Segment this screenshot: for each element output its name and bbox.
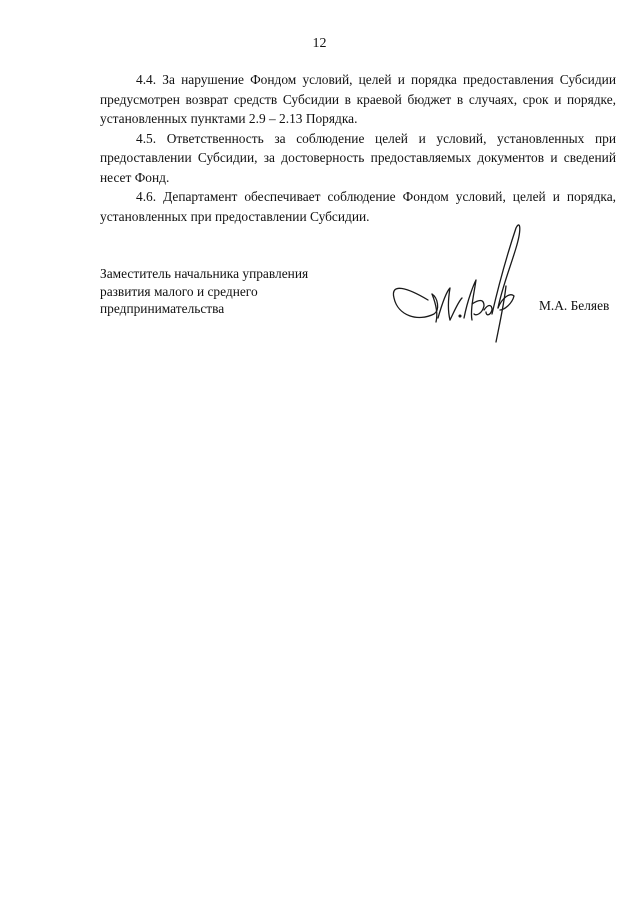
signature-icon (388, 218, 528, 346)
paragraph-4-6: 4.6. Департамент обеспечивает соблюдение Фондом условий, целей и порядка, установленных при предоставлении Субсидии. (100, 189, 616, 224)
document-body (100, 70, 616, 226)
signer-title-line: развития малого и среднего (100, 283, 258, 299)
signer-title-line: предпринимательства (100, 301, 225, 316)
paragraph-4-4: 4.4. За нарушение Фондом условий, целей и порядка предоставления Субсидии предусмотрен возврат средств Субсидии в краевой бюджет в случаях, срок и порядке, установленных пунктами 2.9 – 2.13 Порядка. (100, 72, 616, 126)
signer-name: М.А. Беляев (539, 298, 610, 313)
signer-title-line: Заместитель начальника управления (100, 266, 309, 281)
signer-title (100, 265, 360, 318)
page-number: 12 (312, 36, 327, 51)
paragraph-4-5: 4.5. Ответственность за соблюдение целей и условий, установленных при предоставлении Субсидии, за достоверность предоставляемых документов и сведений несет Фонд. (100, 130, 616, 185)
